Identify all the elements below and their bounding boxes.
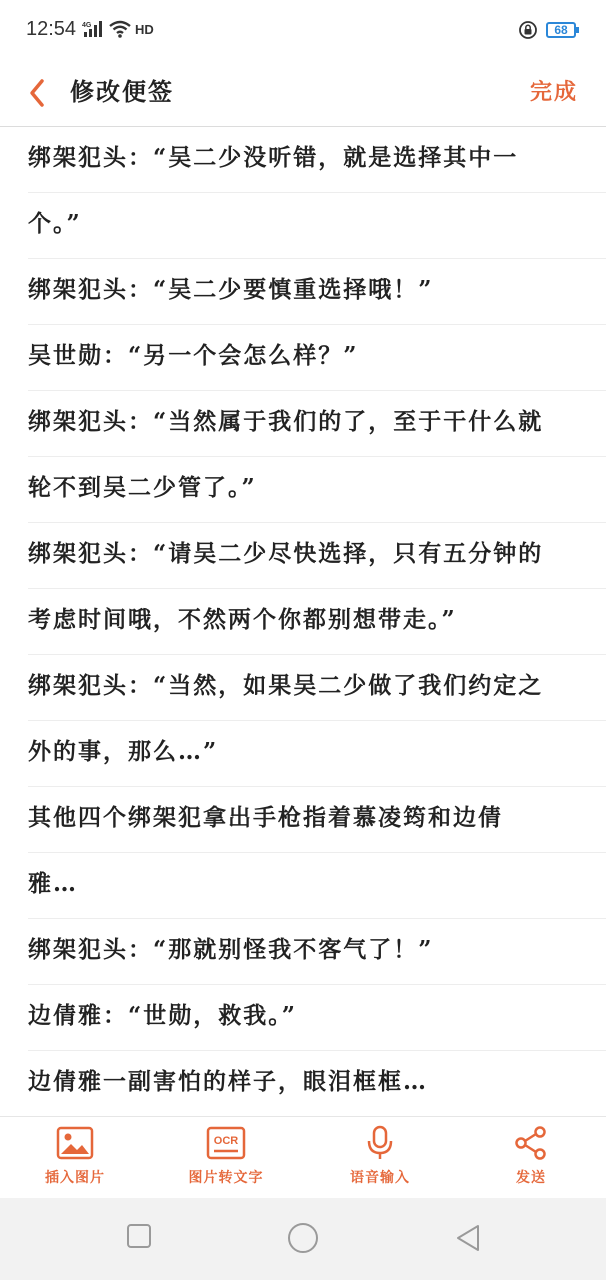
note-line[interactable]: 边倩雅：“世勋，救我。” bbox=[28, 985, 606, 1051]
voice-input-button[interactable] bbox=[320, 1125, 440, 1187]
note-editor[interactable] bbox=[28, 127, 606, 1117]
circle-icon bbox=[287, 1222, 319, 1254]
note-line[interactable]: 绑架犯头：“当然，如果吴二少做了我们约定之 bbox=[28, 655, 606, 721]
note-line[interactable]: 边倩雅一副害怕的样子，眼泪框框… bbox=[28, 1051, 606, 1117]
hd-badge: HD bbox=[135, 22, 154, 37]
note-line[interactable]: 绑架犯头：“吴二少没听错，就是选择其中一 bbox=[28, 127, 606, 193]
note-line[interactable]: 绑架犯头：“那就别怪我不客气了！” bbox=[28, 919, 606, 985]
system-nav-bar bbox=[0, 1198, 606, 1280]
microphone-icon bbox=[365, 1125, 395, 1161]
ocr-badge-text: OCR bbox=[213, 1135, 239, 1147]
app-bar bbox=[0, 60, 606, 127]
note-line[interactable]: 绑架犯头：“当然属于我们的了，至于干什么就 bbox=[28, 391, 606, 457]
note-line[interactable]: 考虑时间哦，不然两个你都别想带走。” bbox=[28, 589, 606, 655]
recents-button[interactable] bbox=[126, 1223, 152, 1253]
note-line[interactable]: 吴世勋：“另一个会怎么样？” bbox=[28, 325, 606, 391]
ocr-button[interactable] bbox=[166, 1125, 286, 1187]
send-button[interactable] bbox=[471, 1125, 591, 1187]
note-line[interactable]: 外的事，那么…” bbox=[28, 721, 606, 787]
signal-icon bbox=[82, 20, 104, 42]
status-time: 12:54 bbox=[26, 18, 77, 40]
ocr-icon bbox=[206, 1126, 246, 1160]
note-line[interactable]: 绑架犯头：“请吴二少尽快选择，只有五分钟的 bbox=[28, 523, 606, 589]
battery-tip bbox=[576, 27, 579, 33]
ocr-label: 图片转文字 bbox=[188, 1170, 264, 1186]
square-icon bbox=[126, 1223, 152, 1249]
note-line[interactable]: 雅… bbox=[28, 853, 606, 919]
share-icon bbox=[513, 1125, 549, 1161]
insert-image-button[interactable] bbox=[15, 1125, 135, 1187]
battery-indicator: 68 bbox=[546, 22, 576, 38]
back-nav-button[interactable] bbox=[454, 1223, 482, 1257]
status-bar bbox=[0, 0, 606, 60]
rotation-lock-icon bbox=[518, 20, 538, 44]
wifi-icon bbox=[108, 20, 132, 42]
chevron-left-icon bbox=[24, 72, 54, 114]
bottom-toolbar bbox=[0, 1116, 606, 1199]
back-button[interactable] bbox=[24, 72, 54, 114]
triangle-back-icon bbox=[454, 1223, 482, 1253]
network-label: 4G bbox=[82, 22, 92, 29]
insert-image-label: 插入图片 bbox=[45, 1170, 105, 1186]
page-title: 修改便签 bbox=[70, 77, 174, 106]
home-button[interactable] bbox=[287, 1222, 319, 1258]
note-line[interactable]: 轮不到吴二少管了。” bbox=[28, 457, 606, 523]
note-line[interactable]: 绑架犯头：“吴二少要慎重选择哦！” bbox=[28, 259, 606, 325]
done-button[interactable]: 完成 bbox=[529, 79, 578, 105]
send-label: 发送 bbox=[516, 1170, 546, 1186]
note-line[interactable]: 其他四个绑架犯拿出手枪指着慕凌筠和边倩 bbox=[28, 787, 606, 853]
voice-input-label: 语音输入 bbox=[350, 1170, 410, 1186]
note-line[interactable]: 个。” bbox=[28, 193, 606, 259]
image-icon bbox=[56, 1126, 94, 1160]
